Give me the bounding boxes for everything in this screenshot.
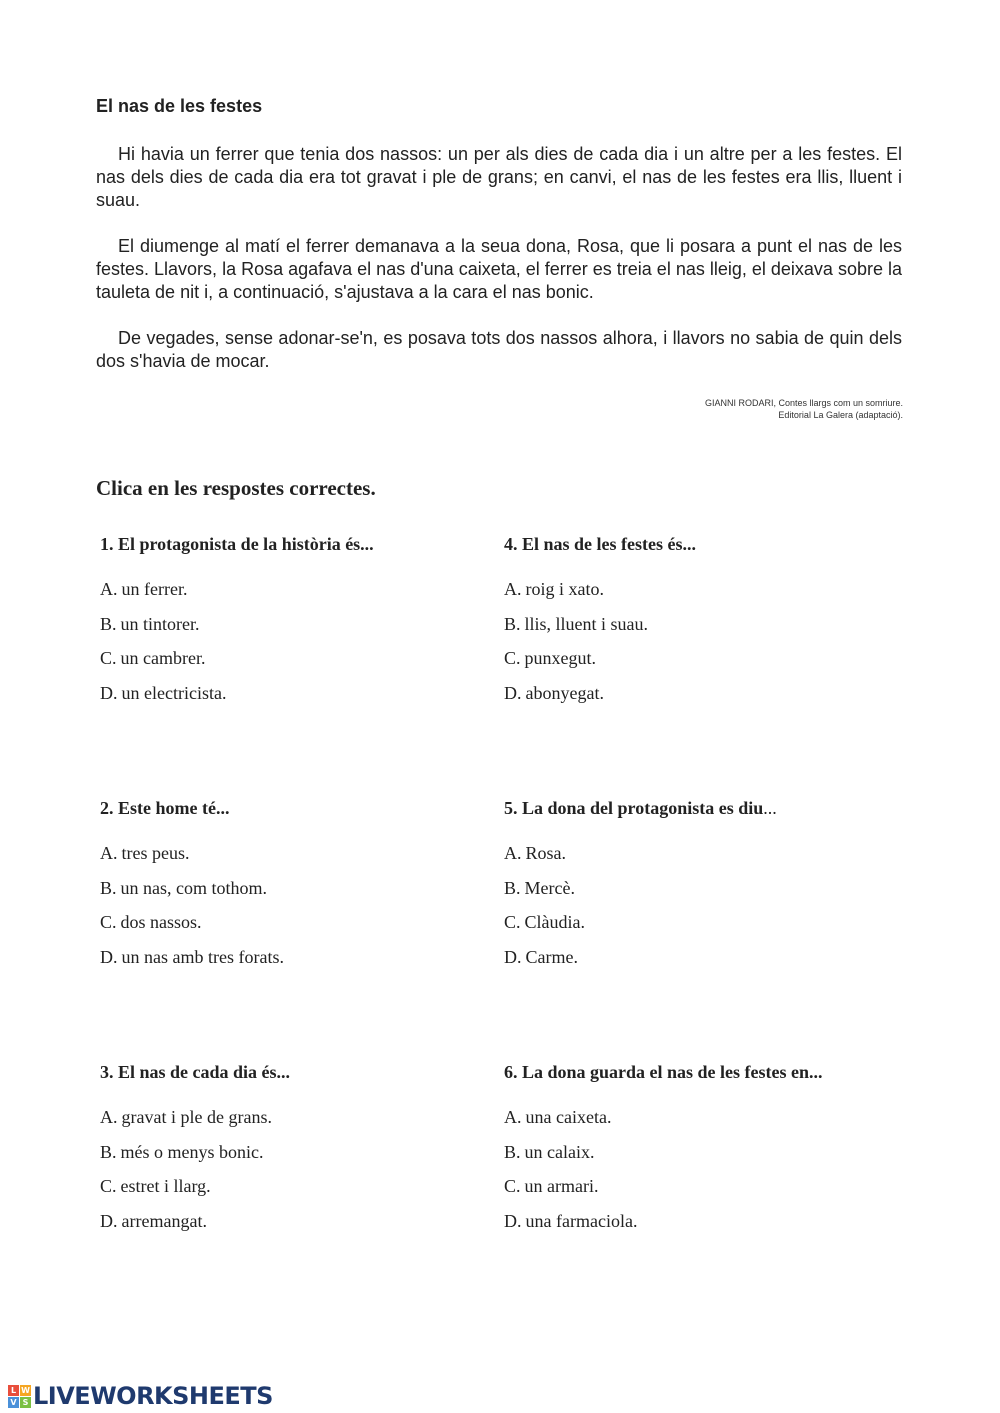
logo-tile: V: [8, 1397, 19, 1408]
option-text: un electricista.: [121, 683, 227, 704]
option-letter: A.: [504, 579, 522, 599]
option-text: Carme.: [525, 947, 578, 968]
question-6: [504, 1062, 924, 1246]
story-paragraph-1: Hi havia un ferrer que tenia dos nassos: un per als dies de cada dia i un altre per a les festes. El nas dels dies de cada dia era tot gravat i ple de grans; en canvi, el nas de les festes era llis, lluent i suau.: [96, 144, 902, 210]
option-text: un ferrer.: [121, 579, 188, 599]
option-letter: D.: [504, 1211, 522, 1232]
option-text: Mercè.: [524, 877, 575, 898]
answer-option[interactable]: [100, 1142, 520, 1177]
option-text: un cambrer.: [120, 648, 206, 669]
logo-tile: W: [21, 1385, 30, 1395]
answer-option[interactable]: [504, 947, 924, 982]
answer-option[interactable]: [504, 1176, 924, 1211]
question-5: [504, 798, 924, 982]
option-letter: B.: [504, 1141, 521, 1162]
option-letter: C.: [100, 648, 117, 669]
question-text: [504, 798, 924, 843]
answer-option[interactable]: [100, 912, 520, 947]
option-text: punxegut.: [524, 648, 597, 669]
option-text: abonyegat.: [525, 683, 604, 704]
answer-option[interactable]: [100, 579, 520, 614]
question-text: 1. El protagonista de la història és...: [100, 534, 374, 554]
answer-option[interactable]: [100, 614, 520, 649]
liveworksheets-logo[interactable]: [8, 1382, 273, 1410]
option-letter: D.: [504, 947, 522, 968]
answer-option[interactable]: [504, 683, 924, 718]
option-letter: B.: [100, 877, 117, 898]
option-letter: D.: [100, 1211, 118, 1232]
answer-option[interactable]: [100, 1211, 520, 1246]
question-text: 6. La dona guarda el nas de les festes en...: [504, 1062, 823, 1082]
option-letter: C.: [504, 648, 521, 669]
source-citation: [705, 397, 903, 421]
option-text: un tintorer.: [120, 613, 200, 634]
option-letter: B.: [504, 877, 521, 898]
question-text: 2. Este home té...: [100, 798, 230, 818]
option-letter: A.: [100, 579, 118, 599]
option-text: més o menys bonic.: [120, 1141, 264, 1162]
story-title: El nas de les festes: [96, 96, 263, 116]
answer-option[interactable]: [100, 878, 520, 913]
option-letter: A.: [504, 1107, 522, 1127]
answer-option[interactable]: [504, 912, 924, 947]
option-text: Rosa.: [525, 843, 566, 863]
question-4: [504, 534, 924, 718]
answer-option[interactable]: [504, 843, 924, 878]
option-letter: B.: [504, 613, 521, 634]
option-letter: C.: [100, 1176, 117, 1197]
option-text: tres peus.: [121, 843, 190, 863]
option-letter: D.: [100, 683, 118, 704]
option-letter: C.: [100, 912, 117, 933]
logo-text: LIVEWORKSHEETS: [33, 1382, 273, 1410]
logo-mark-icon: [8, 1385, 31, 1408]
quiz-instructions: Clica en les respostes correctes.: [96, 476, 376, 500]
option-text: un armari.: [524, 1176, 599, 1197]
option-text: un nas, com tothom.: [120, 877, 268, 898]
option-text: gravat i ple de grans.: [121, 1107, 272, 1127]
option-letter: D.: [504, 683, 522, 704]
question-1: [100, 534, 520, 718]
option-letter: A.: [504, 843, 522, 863]
logo-tile: L: [8, 1385, 19, 1396]
answer-option[interactable]: [504, 1142, 924, 1177]
story-paragraph-3: De vegades, sense adonar-se'n, es posava tots dos nassos alhora, i llavors no sabia de quin dels dos s'havia de mocar.: [96, 328, 902, 371]
answer-option[interactable]: [504, 1107, 924, 1142]
option-text: llis, lluent i suau.: [524, 613, 649, 634]
answer-option[interactable]: [100, 1176, 520, 1211]
answer-option[interactable]: [504, 579, 924, 614]
answer-option[interactable]: [100, 947, 520, 982]
question-text-main: 5. La dona del protagonista es diu: [504, 798, 764, 818]
answer-option[interactable]: [100, 648, 520, 683]
option-letter: D.: [100, 947, 118, 968]
option-letter: B.: [100, 613, 117, 634]
answer-option[interactable]: [504, 878, 924, 913]
answer-option[interactable]: [100, 1107, 520, 1142]
question-text: 4. El nas de les festes és...: [504, 534, 696, 554]
option-text: roig i xato.: [525, 579, 604, 599]
option-text: un nas amb tres forats.: [121, 947, 284, 968]
option-text: una farmaciola.: [525, 1211, 638, 1232]
story-paragraph-2: El diumenge al matí el ferrer demanava a la seua dona, Rosa, que li posara a punt el nas de les festes. Llavors, la Rosa agafava el nas d'una caixeta, el ferrer es treia el nas lleig, el deixava sobre la tauleta de nit i, a continuació, s'ajustava a la cara el nas bonic.: [96, 236, 902, 302]
question-2: [100, 798, 520, 982]
answer-option[interactable]: [100, 683, 520, 718]
option-text: Clàudia.: [524, 912, 586, 933]
option-letter: A.: [100, 1107, 118, 1127]
question-text: 3. El nas de cada dia és...: [100, 1062, 291, 1082]
option-text: un calaix.: [524, 1141, 595, 1162]
option-letter: C.: [504, 1176, 521, 1197]
source-line-1: GIANNI RODARI, Contes llargs com un somriure.: [704, 398, 903, 408]
option-text: dos nassos.: [120, 912, 202, 933]
answer-option[interactable]: [504, 648, 924, 683]
answer-option[interactable]: [504, 1211, 924, 1246]
answer-option[interactable]: [100, 843, 520, 878]
source-line-2: Editorial La Galera (adaptació).: [778, 410, 903, 420]
option-letter: C.: [504, 912, 521, 933]
option-letter: A.: [100, 843, 118, 863]
option-letter: B.: [100, 1141, 117, 1162]
option-text: una caixeta.: [525, 1107, 612, 1127]
option-text: arremangat.: [121, 1211, 207, 1232]
option-text: estret i llarg.: [120, 1176, 211, 1197]
logo-tile: S: [20, 1397, 31, 1408]
answer-option[interactable]: [504, 614, 924, 649]
question-text-tail: ...: [763, 798, 777, 818]
question-3: [100, 1062, 520, 1246]
